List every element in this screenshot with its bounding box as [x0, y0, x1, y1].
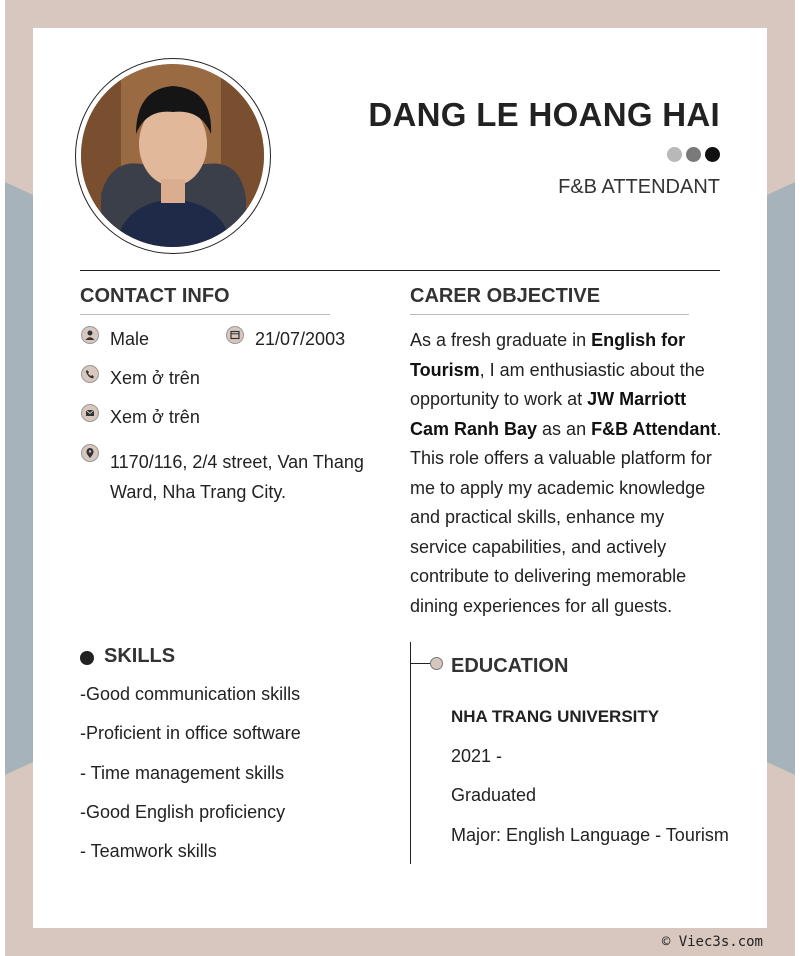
header-divider [80, 270, 720, 271]
candidate-name: DANG LE HOANG HAI [368, 96, 720, 133]
education-years: 2021 - [451, 746, 503, 766]
skill-item: -Proficient in office software [80, 723, 301, 743]
skill-item: -Good communication skills [80, 684, 301, 704]
dot-light [667, 147, 682, 162]
email-value: Xem ở trên [110, 407, 200, 427]
education-school: NHA TRANG UNIVERSITY [451, 707, 660, 726]
contact-heading: CONTACT INFO [80, 285, 230, 307]
footer-copyright: © Viec3s.com [661, 934, 763, 950]
phone-value: Xem ở trên [110, 368, 200, 388]
location-icon [81, 444, 99, 462]
calendar-icon [226, 326, 244, 344]
objective-text: As a fresh graduate in English for Tourism, I am enthusiastic about the opportunity to work at JW Marriott Cam Ranh Bay as an F&B Attendant. This role offers a valuable platform for me to apply my academic knowledge and practical skills, enhance my service capabilities, and actively contribute to delivering memorable dining experiences for all guests. [410, 330, 722, 616]
skills-bullet-icon [80, 651, 94, 665]
decorative-dots [667, 147, 720, 162]
objective-heading: CARER OBJECTIVE [410, 285, 601, 307]
skills-heading: SKILLS [104, 645, 176, 667]
education-timeline-node [430, 657, 443, 670]
education-major: Major: English Language - Tourism [451, 825, 729, 845]
skill-item: - Teamwork skills [80, 841, 217, 861]
email-icon [81, 404, 99, 422]
education-timeline-connector [411, 663, 431, 664]
profile-photo [81, 64, 264, 247]
education-status: Graduated [451, 785, 537, 805]
gender-value: Male [110, 329, 150, 349]
right-accent-shape [767, 182, 795, 775]
dot-dark [705, 147, 720, 162]
phone-icon [81, 365, 99, 383]
skill-item: - Time management skills [80, 763, 285, 783]
education-timeline-line [410, 642, 411, 864]
left-accent-shape [5, 182, 33, 775]
education-heading: EDUCATION [451, 655, 569, 677]
dob-value: 21/07/2003 [255, 329, 346, 349]
skill-item: -Good English proficiency [80, 802, 286, 822]
objective-underline [410, 314, 689, 315]
person-icon [81, 326, 99, 344]
profile-photo-frame [75, 58, 271, 254]
address-value: 1170/116, 2/4 street, Van Thang Ward, Nha Trang City. [110, 452, 364, 502]
dot-medium [686, 147, 701, 162]
contact-underline [80, 314, 330, 315]
job-title: F&B ATTENDANT [558, 176, 720, 198]
